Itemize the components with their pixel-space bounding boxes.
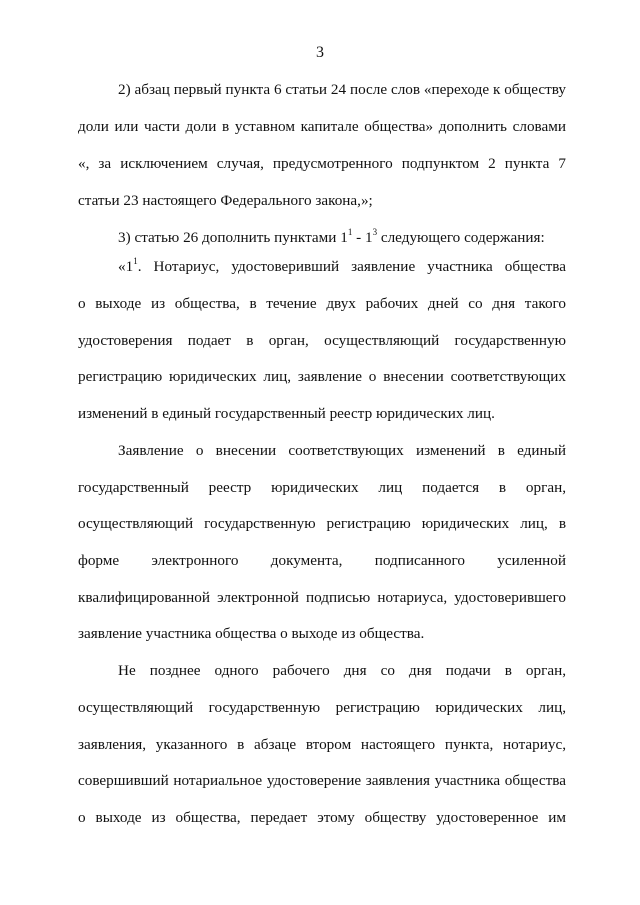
superscript: 1 xyxy=(133,255,138,266)
superscript: 1 xyxy=(347,226,353,237)
text-fragment: - 1 xyxy=(352,229,373,246)
text-line: регистрацию юридических лиц, заявление о внесении соответствующих xyxy=(78,368,566,385)
text-line: совершивший нотариальное удостоверение заявления участника общества xyxy=(78,772,566,789)
text-line xyxy=(118,256,566,278)
text-line: статьи 23 настоящего Федерального закона,»; xyxy=(78,192,373,209)
text-line: осуществляющий государственную регистрацию юридических лиц, в xyxy=(78,515,566,532)
text-line: удостоверения подает в орган, осуществляющий государственную xyxy=(78,332,566,349)
text-line: форме электронного документа, подписанного усиленной xyxy=(78,552,566,569)
text-line: о выходе из общества, в течение двух рабочих дней со дня такого xyxy=(78,295,566,312)
text-fragment: 3) статью 26 дополнить пунктами 1 xyxy=(118,229,348,246)
superscript: 3 xyxy=(372,226,378,237)
text-line: квалифицированной электронной подписью нотариуса, удостоверившего xyxy=(78,589,566,606)
page-number: 3 xyxy=(316,44,324,61)
text-line: изменений в единый государственный реестр юридических лиц. xyxy=(78,405,495,422)
text-fragment: . Нотариус, удостоверивший заявление участника общества xyxy=(137,258,566,275)
text-line: государственный реестр юридических лиц подается в орган, xyxy=(78,479,566,496)
text-line: доли или части доли в уставном капитале общества» дополнить словами xyxy=(78,118,566,135)
text-line: заявление участника общества о выходе из общества. xyxy=(78,625,425,642)
text-line: заявления, указанного в абзаце втором настоящего пункта, нотариус, xyxy=(78,736,566,753)
text-line: осуществляющий государственную регистрацию юридических лиц, xyxy=(78,699,566,716)
text-fragment: «1 xyxy=(118,258,134,275)
text-line: Заявление о внесении соответствующих изменений в единый xyxy=(118,442,566,459)
text-line xyxy=(118,227,566,249)
text-fragment: следующего содержания: xyxy=(377,229,545,246)
text-line: о выходе из общества, передает этому обществу удостоверенное им xyxy=(78,809,566,826)
text-line: Не позднее одного рабочего дня со дня подачи в орган, xyxy=(118,662,566,679)
text-line: «, за исключением случая, предусмотренного подпунктом 2 пункта 7 xyxy=(78,155,566,172)
text-line: 2) абзац первый пункта 6 статьи 24 после слов «переходе к обществу xyxy=(118,81,566,98)
